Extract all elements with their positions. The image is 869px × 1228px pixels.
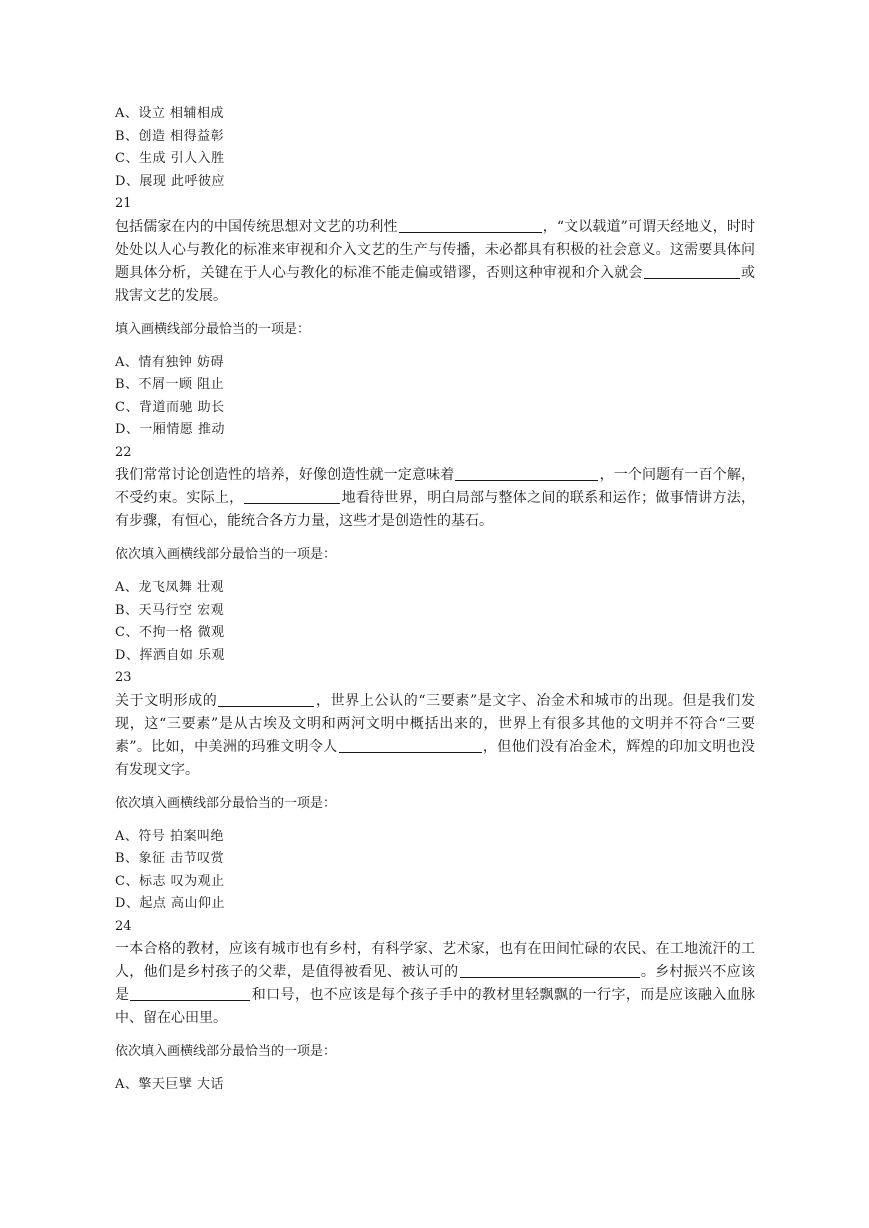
text-segment: 一本合格的教材，应该有城市也有乡村，有科学家、艺术家，也有在田间忙碌的农民、在工地流汗的工人，他们是乡村孩子的父辈，是值得被看见、被认可的 xyxy=(115,941,755,980)
option-d: D、一厢情愿 推动 xyxy=(115,422,226,437)
question-text xyxy=(115,464,755,533)
option-a: A、符号 拍案叫绝 xyxy=(115,828,225,844)
text-segment: 或戕害文艺的发展。 xyxy=(115,264,755,304)
option-a: A、擎天巨擘 大话 xyxy=(115,1077,225,1092)
text-segment: 和口号，也不应该是每个孩子手中的教材里轻飘飘的一行字，而是应该融入血脉中、留在心田里。 xyxy=(115,987,755,1026)
fill-blank xyxy=(455,465,598,481)
option-a: A、情有独钟 妨碍 xyxy=(115,354,225,370)
text-segment: ，一个问题有一百个解，不受约束。实际上， xyxy=(115,467,756,506)
text-segment: ，“文以载道”可谓天经地义，时时处处以人心与教化的标准来审视和介入文艺的生产与传播，未必都具有积极的社会意义。这需要具体问题具体分析，关键在于人心与教化的标准不能走偏或错谬，否则这种审视和介入就会 xyxy=(115,218,755,281)
question-21 xyxy=(115,193,755,442)
question-text xyxy=(115,690,755,782)
question-number: 24 xyxy=(115,918,132,934)
question-24 xyxy=(115,916,755,1097)
question-22 xyxy=(115,442,755,668)
question-prompt: 依次填入画横线部分最恰当的一项是： xyxy=(115,547,337,562)
option-a: A、设立 相辅相成 xyxy=(115,106,225,121)
option-b: B、象征 击节叹赏 xyxy=(115,851,225,866)
fill-blank xyxy=(644,263,740,279)
fill-blank xyxy=(244,488,340,504)
document-page xyxy=(115,103,755,1097)
fill-blank xyxy=(130,985,250,1001)
option-a: A、龙飞凤舞 壮观 xyxy=(115,580,225,595)
option-b: B、天马行空 宏观 xyxy=(115,602,225,618)
fill-blank xyxy=(218,691,314,707)
text-segment: 我们常常讨论创造性的培养，好像创造性就一定意味着 xyxy=(115,467,455,483)
fill-blank xyxy=(460,962,640,978)
question-prompt: 依次填入画横线部分最恰当的一项是： xyxy=(115,1044,337,1059)
option-c: C、标志 叹为观止 xyxy=(115,873,225,889)
text-segment: ，世界上公认的“三要素”是文字、冶金术和城市的出现。但是我们发现，这“三要素”是从古埃及文明和两河文明中概括出来的，世界上有很多其他的文明并不符合“三要素”。比如，中美洲的玛雅文明令人 xyxy=(115,692,755,755)
question-number: 21 xyxy=(115,196,132,211)
option-d: D、挥洒自如 乐观 xyxy=(115,647,226,663)
option-c: C、背道而驰 助长 xyxy=(115,399,225,415)
text-segment: 。乡村振兴不应该是 xyxy=(115,964,755,1003)
fill-blank xyxy=(339,737,482,753)
question-prompt: 填入画横线部分最恰当的一项是： xyxy=(115,321,311,337)
question-text xyxy=(115,938,755,1030)
q20-options xyxy=(115,103,755,193)
text-segment: ，但他们没有冶金术，辉煌的印加文明也没有发现文字。 xyxy=(115,738,755,778)
option-d: D、展现 此呼彼应 xyxy=(115,173,226,189)
text-segment: 地看待世界，明白局部与整体之间的联系和运作；做事情讲方法，有步骤，有恒心，能统合各方力量，这些才是创造性的基石。 xyxy=(115,490,756,529)
fill-blank xyxy=(399,217,542,233)
question-number: 23 xyxy=(115,670,132,685)
option-c: C、不拘一格 微观 xyxy=(115,625,225,640)
option-b: B、创造 相得益彰 xyxy=(115,128,225,144)
question-23 xyxy=(115,667,755,916)
question-prompt: 依次填入画横线部分最恰当的一项是： xyxy=(115,795,337,811)
text-segment: 关于文明形成的 xyxy=(115,692,218,709)
question-number: 22 xyxy=(115,444,132,460)
text-segment: 包括儒家在内的中国传统思想对文艺的功利性 xyxy=(115,218,398,235)
option-b: B、不屑一顾 阻止 xyxy=(115,377,225,392)
question-text xyxy=(115,216,755,308)
option-c: C、生成 引人入胜 xyxy=(115,151,225,166)
option-d: D、起点 高山仰止 xyxy=(115,896,226,911)
